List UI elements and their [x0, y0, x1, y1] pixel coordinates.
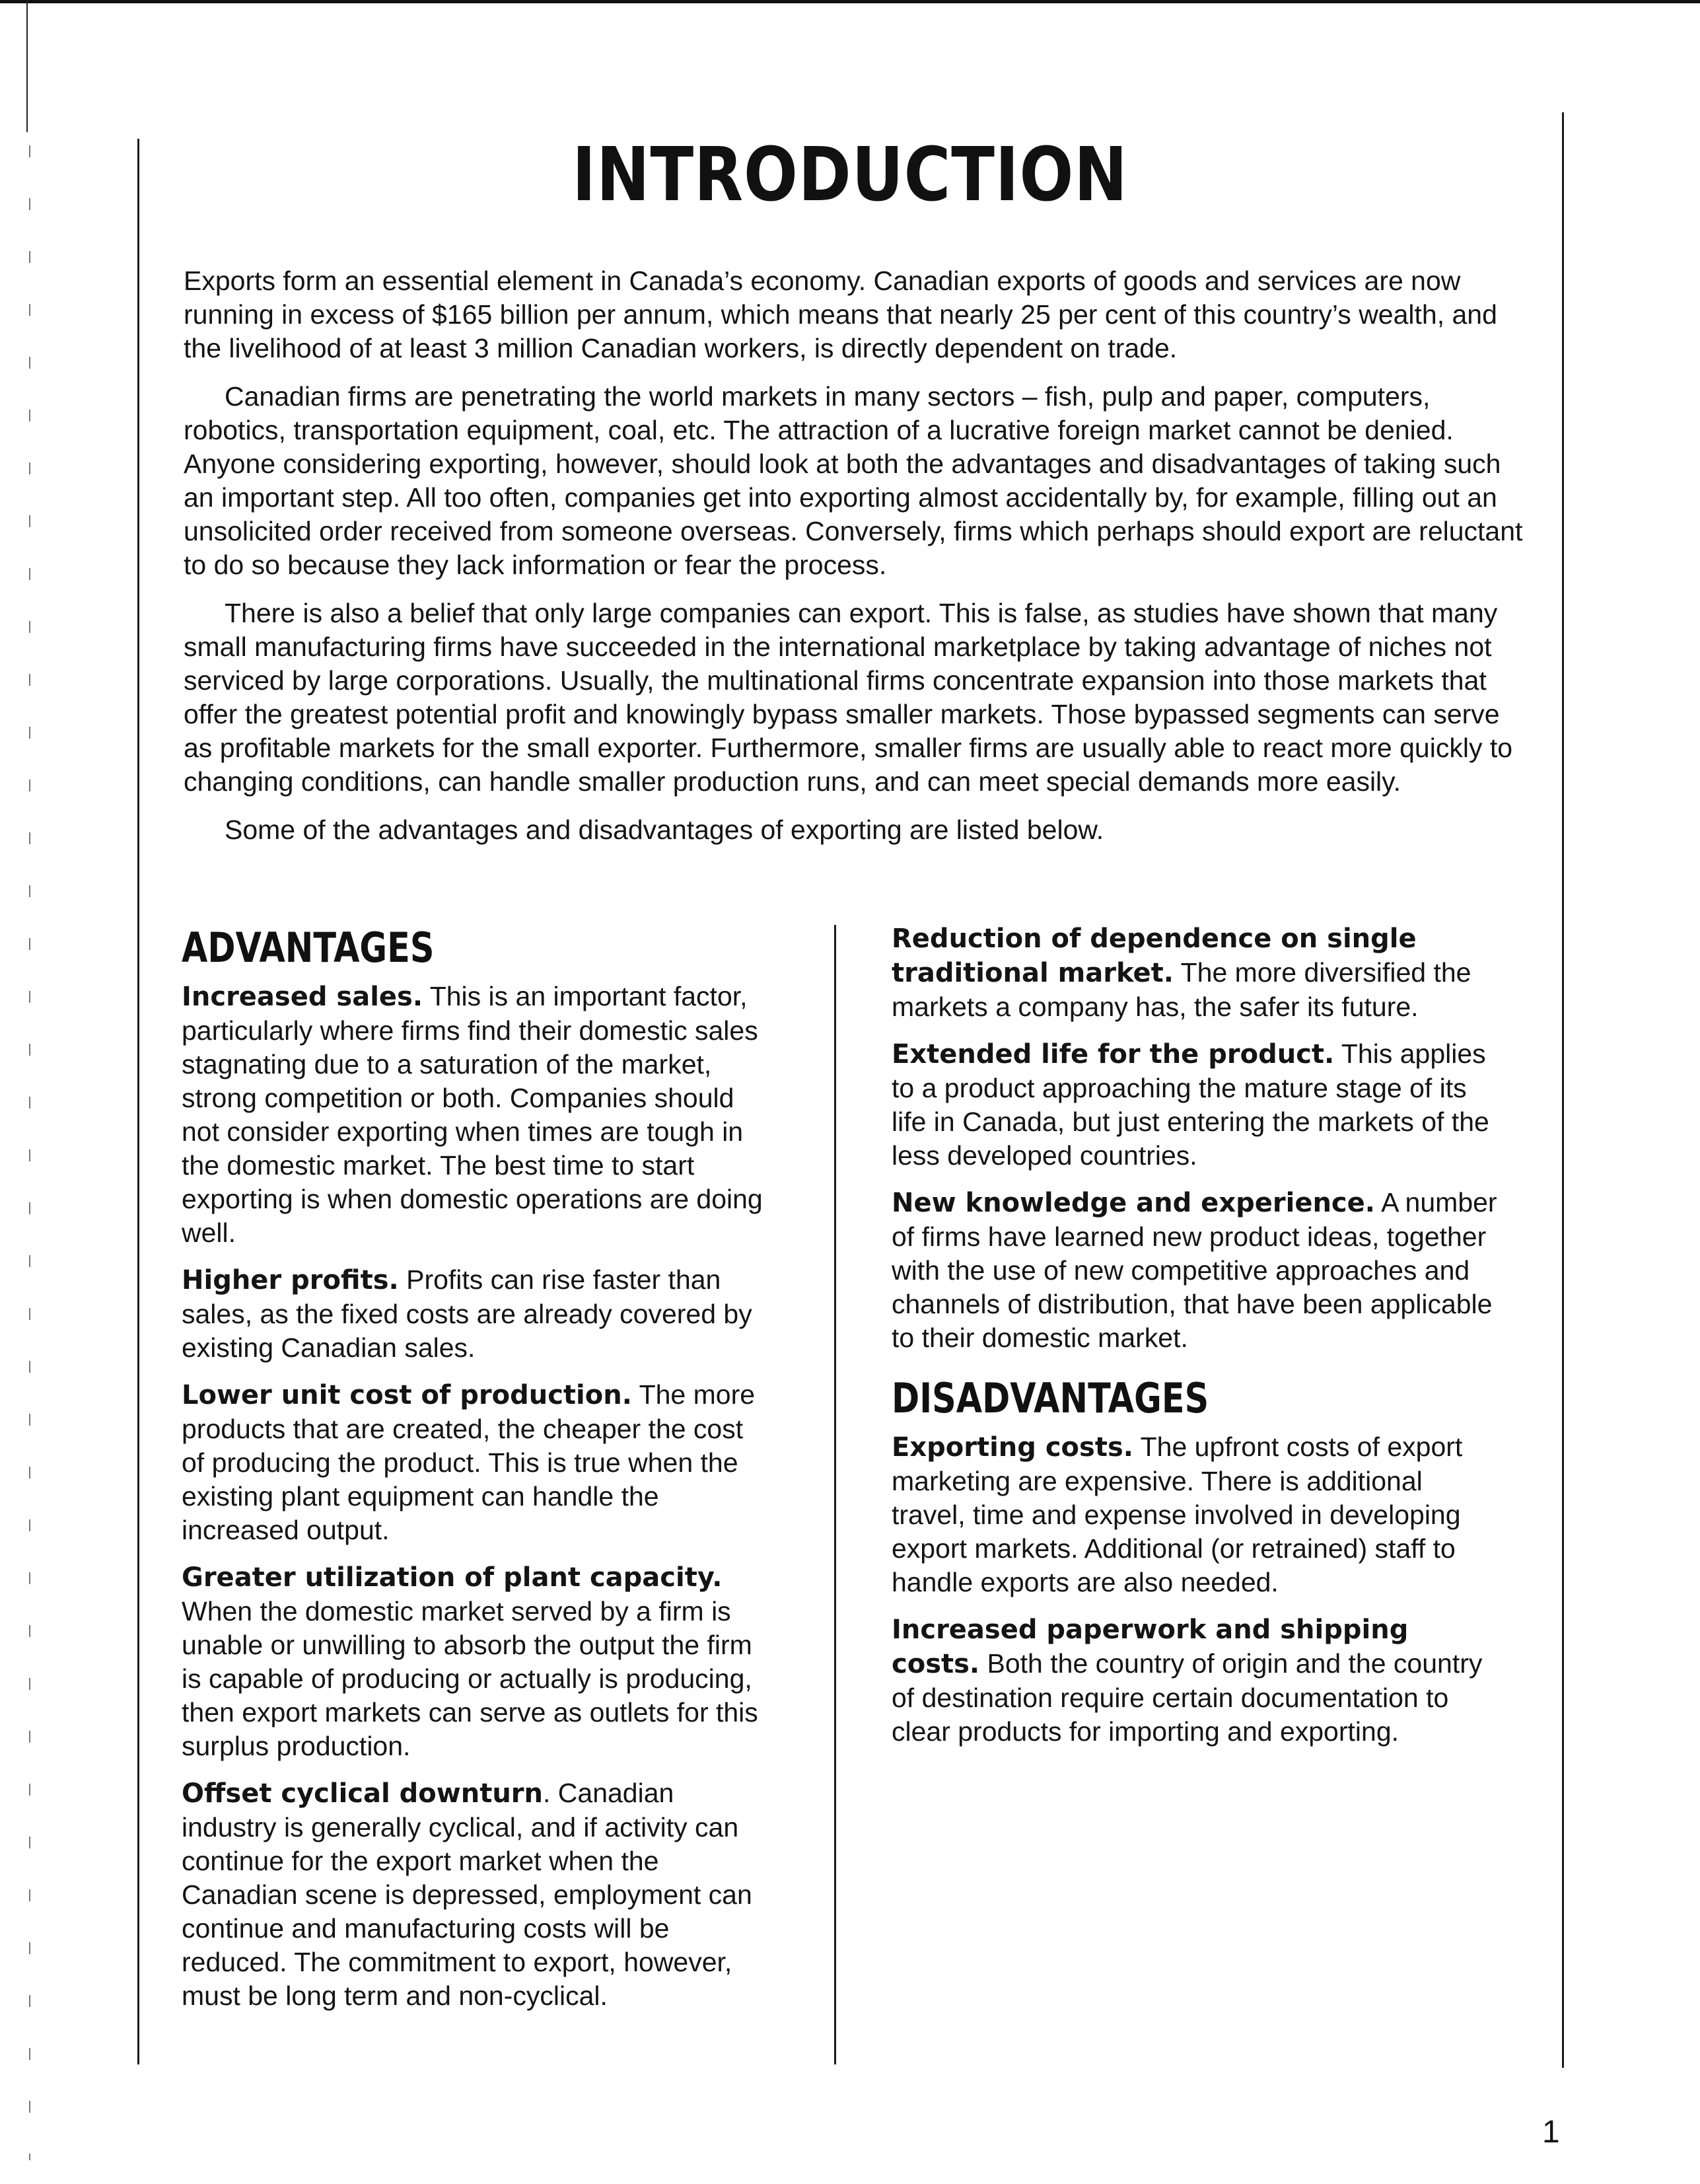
disadvantages-heading: DISADVANTAGES [892, 1374, 1209, 1422]
item-text: When the domestic market served by a firm is unable or unwilling to absorb the output the firm is capable of producing or actually is producing, then export markets can serve as outlets for this surplus production. [182, 1596, 758, 1761]
item-text: A number of firms have learned new product ideas, together with the use of new competitive approaches and channels of distribution, that have been applicable to their domestic market. [892, 1187, 1497, 1353]
item-lead: Exporting costs. [892, 1432, 1133, 1463]
item-text: The more diversified the markets a company has, the safer its future. [892, 957, 1471, 1022]
item-lead: Higher profits. [182, 1265, 399, 1295]
item-text: Profits can rise faster than sales, as the fixed costs are already covered by existing Canadian sales. [182, 1264, 752, 1363]
top-rule [0, 0, 1700, 3]
scan-edge-mark [26, 0, 28, 132]
item-text: The more products that are created, the cheaper the cost of producing the product. This is true when the existing plant equipment can handle the increased output. [182, 1379, 756, 1545]
item-lead: Greater utilization of plant capacity. [182, 1562, 723, 1593]
column-divider-rule [834, 925, 836, 2064]
intro-paragraph: Exports form an essential element in Canada’s economy. Canadian exports of goods and services are now running in excess of $165 billion per annum, which means that nearly 25 per cent of this country’s wealth, and the livelihood of at least 3 million Canadian workers, is directly dependent on trade. [184, 266, 1497, 363]
advantage-item [182, 1776, 763, 2013]
advantages-heading: ADVANTAGES [182, 924, 435, 972]
advantage-item [182, 1263, 763, 1365]
intro-paragraph: There is also a belief that only large companies can export. This is false, as studies have shown that many small manufacturing firms have succeeded in the international marketplace by taking advantage of niches not serviced by large corporations. Usually, the multinational firms concentrate expansion into those markets that offer the greatest potential profit and knowingly bypass smaller markets. Those bypassed segments can serve as profitable markets for the small exporter. Furthermore, smaller firms are usually able to react more quickly to changing conditions, can handle smaller production runs, and can meet special demands more easily. [184, 598, 1513, 797]
item-lead: New knowledge and experience. [892, 1188, 1375, 1218]
scan-edge-dashes [29, 145, 30, 2160]
item-text: The upfront costs of export marketing are expensive. There is additional travel, time and expense involved in developing export markets. Additional (or retrained) staff to handle exports are also needed. [892, 1432, 1463, 1597]
item-text: This is an important factor, particularly where firms find their domestic sales stagnating due to a saturation of the market, strong competition or both. Companies should not consider exporting when times are tough in the domestic market. The best time to start exporting is when domestic operations are doing well. [182, 981, 763, 1248]
intro-paragraph: Canadian firms are penetrating the world markets in many sectors – fish, pulp and paper, computers, robotics, transportation equipment, coal, etc. The attraction of a lucrative foreign market cannot be denied. Anyone considering exporting, however, should look at both the advantages and disadvantages of taking such an important step. All too often, companies get into exporting almost accidentally by, for example, filling out an unsolicited order received from someone overseas. Conversely, firms which perhaps should export are reluctant to do so because they lack information or fear the process. [184, 381, 1523, 580]
advantage-item [892, 922, 1499, 1024]
item-text: . Canadian industry is generally cyclical, and if activity can continue for the export market when the Canadian scene is depressed, employment can continue and manufacturing costs will be reduced. The commitment to export, however, must be long term and non-cyclical. [182, 1778, 752, 2011]
item-lead: Reduction of dependence on single traditional market. [892, 924, 1417, 988]
item-lead: Lower unit cost of production. [182, 1380, 632, 1410]
advantage-item [892, 1037, 1499, 1173]
right-margin-rule [1562, 112, 1564, 2068]
item-lead: Increased sales. [182, 982, 423, 1012]
advantage-item [892, 1186, 1499, 1355]
page-number: 1 [1542, 2115, 1560, 2150]
advantage-item [182, 1560, 763, 1763]
left-column [182, 922, 763, 2026]
left-margin-rule [137, 139, 139, 2064]
item-lead: Offset cyclical downturn [182, 1778, 543, 1809]
item-text: This applies to a product approaching the mature stage of its life in Canada, but just entering the markets of the less developed countries. [892, 1038, 1489, 1171]
right-column [892, 922, 1499, 1762]
intro-paragraph: Some of the advantages and disadvantages of exporting are listed below. [225, 815, 1104, 845]
disadvantage-item [892, 1430, 1499, 1599]
item-lead: Extended life for the product. [892, 1039, 1335, 1070]
intro-section [184, 264, 1528, 861]
item-lead: Increased paperwork and shipping costs. [892, 1615, 1409, 1679]
item-text: Both the country of origin and the country of destination require certain documentation to clear products for importing and exporting. [892, 1648, 1483, 1747]
disadvantage-item [892, 1613, 1499, 1749]
page-title: INTRODUCTION [572, 132, 1128, 218]
advantage-item [182, 1378, 763, 1547]
advantage-item [182, 980, 763, 1250]
